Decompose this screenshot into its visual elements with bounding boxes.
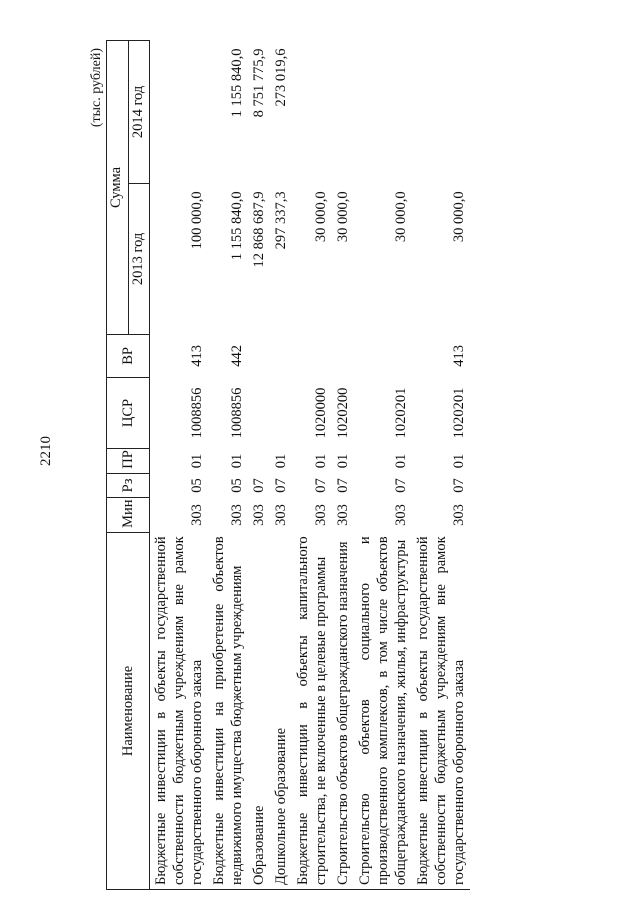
row-sum-2013: 30 000,0: [313, 191, 329, 243]
row-sum-2013: 12 868 687,9: [251, 191, 267, 268]
row-rz: 07: [251, 478, 267, 493]
row-sum-2014: 273 019,6: [273, 48, 289, 107]
row-sum-2014: [150, 41, 209, 184]
row-name: Бюджетные инвестиции в объекты государственной собственности бюджетным учреждениям вне рамок государственного оборонного заказа: [150, 532, 209, 889]
row-csr: 1020200: [335, 387, 351, 439]
row-csr: 1020201: [451, 387, 467, 439]
row-csr: 1020201: [393, 387, 409, 439]
row-min: 303: [335, 504, 351, 526]
row-vr: [292, 334, 332, 377]
row-sum-2014: [354, 41, 412, 184]
row-pr: 01: [273, 453, 289, 469]
row-csr: [270, 377, 292, 448]
table-row: [150, 41, 209, 890]
table-row: [270, 41, 292, 890]
row-rz: 07: [393, 478, 409, 493]
header-2014: 2014 год: [128, 41, 150, 184]
header-sum: Сумма: [107, 41, 129, 335]
header-name: Наименование: [107, 532, 150, 889]
row-csr: 1020000: [313, 387, 329, 439]
row-pr: 01: [313, 453, 329, 469]
row-rz: 05: [229, 478, 245, 493]
row-pr: 01: [393, 453, 409, 469]
row-min: 303: [273, 504, 289, 526]
row-rz: 07: [451, 478, 467, 493]
row-min: 303: [251, 504, 267, 526]
header-min: Мин: [107, 498, 150, 533]
row-name: Образование: [248, 532, 270, 889]
rotated-document-page: [88, 40, 590, 890]
row-sum-2013: 30 000,0: [335, 191, 351, 243]
row-sum-2014: [292, 41, 332, 184]
table-row: [208, 41, 248, 890]
row-sum-2013: 30 000,0: [451, 191, 467, 243]
table-row: [248, 41, 270, 890]
table-row: [412, 41, 470, 890]
row-pr: 01: [189, 453, 205, 469]
row-sum-2014: [332, 41, 354, 184]
header-csr: ЦСР: [107, 377, 150, 448]
unit-label: (тыс. рублей): [89, 48, 104, 128]
table-row: [354, 41, 412, 890]
row-sum-2014: [412, 41, 470, 184]
row-pr: 01: [229, 453, 245, 469]
row-csr: [248, 377, 270, 448]
row-csr: 1008856: [189, 387, 205, 439]
row-rz: 07: [335, 478, 351, 493]
row-sum-2014: 1 155 840,0: [229, 48, 245, 118]
row-vr: [270, 334, 292, 377]
row-vr: [332, 334, 354, 377]
row-vr: 442: [229, 344, 245, 367]
row-min: 303: [451, 504, 467, 526]
row-sum-2013: 297 337,3: [273, 191, 289, 250]
row-name: Дошкольное образование: [270, 532, 292, 889]
row-min: 303: [229, 504, 245, 526]
page-number: 2210: [38, 436, 54, 466]
row-pr: [248, 449, 270, 473]
row-name: Бюджетные инвестиции в объекты государственной собственности бюджетным учреждениям вне рамок государственного оборонного заказа: [412, 532, 470, 889]
row-min: 303: [313, 504, 329, 526]
row-rz: 07: [313, 478, 329, 493]
row-sum-2014: 8 751 775,9: [251, 48, 267, 118]
row-sum-2013: 100 000,0: [189, 191, 205, 250]
table-row: [292, 41, 332, 890]
table-row: [332, 41, 354, 890]
row-rz: 05: [189, 478, 205, 493]
row-pr: 01: [335, 453, 351, 469]
header-pr: ПР: [107, 449, 150, 473]
row-vr: 413: [451, 344, 467, 367]
budget-table: [106, 40, 470, 890]
row-name: Строительство объектов общегражданского назначения: [332, 532, 354, 889]
row-min: 303: [189, 504, 205, 526]
row-pr: 01: [451, 453, 467, 469]
header-rz: Рз: [107, 473, 150, 497]
row-name: Строительство объектов социального и производственного комплексов, в том числе объектов общегражданского назначения, жилья, инфраструктуры: [354, 532, 412, 889]
row-min: 303: [393, 504, 409, 526]
row-csr: 1008856: [229, 387, 245, 439]
row-vr: 413: [189, 344, 205, 367]
row-name: Бюджетные инвестиции в объекты капитального строительства, не включенные в целевые программы: [292, 532, 332, 889]
row-vr: [354, 334, 412, 377]
row-vr: [248, 334, 270, 377]
row-name: Бюджетные инвестиции на приобретение объектов недвижимого имущества бюджетным учреждениям: [208, 532, 248, 889]
header-vr: ВР: [107, 334, 150, 377]
row-rz: 07: [273, 478, 289, 493]
row-sum-2013: 30 000,0: [393, 191, 409, 243]
row-sum-2013: 1 155 840,0: [229, 191, 245, 261]
header-2013: 2013 год: [128, 183, 150, 334]
